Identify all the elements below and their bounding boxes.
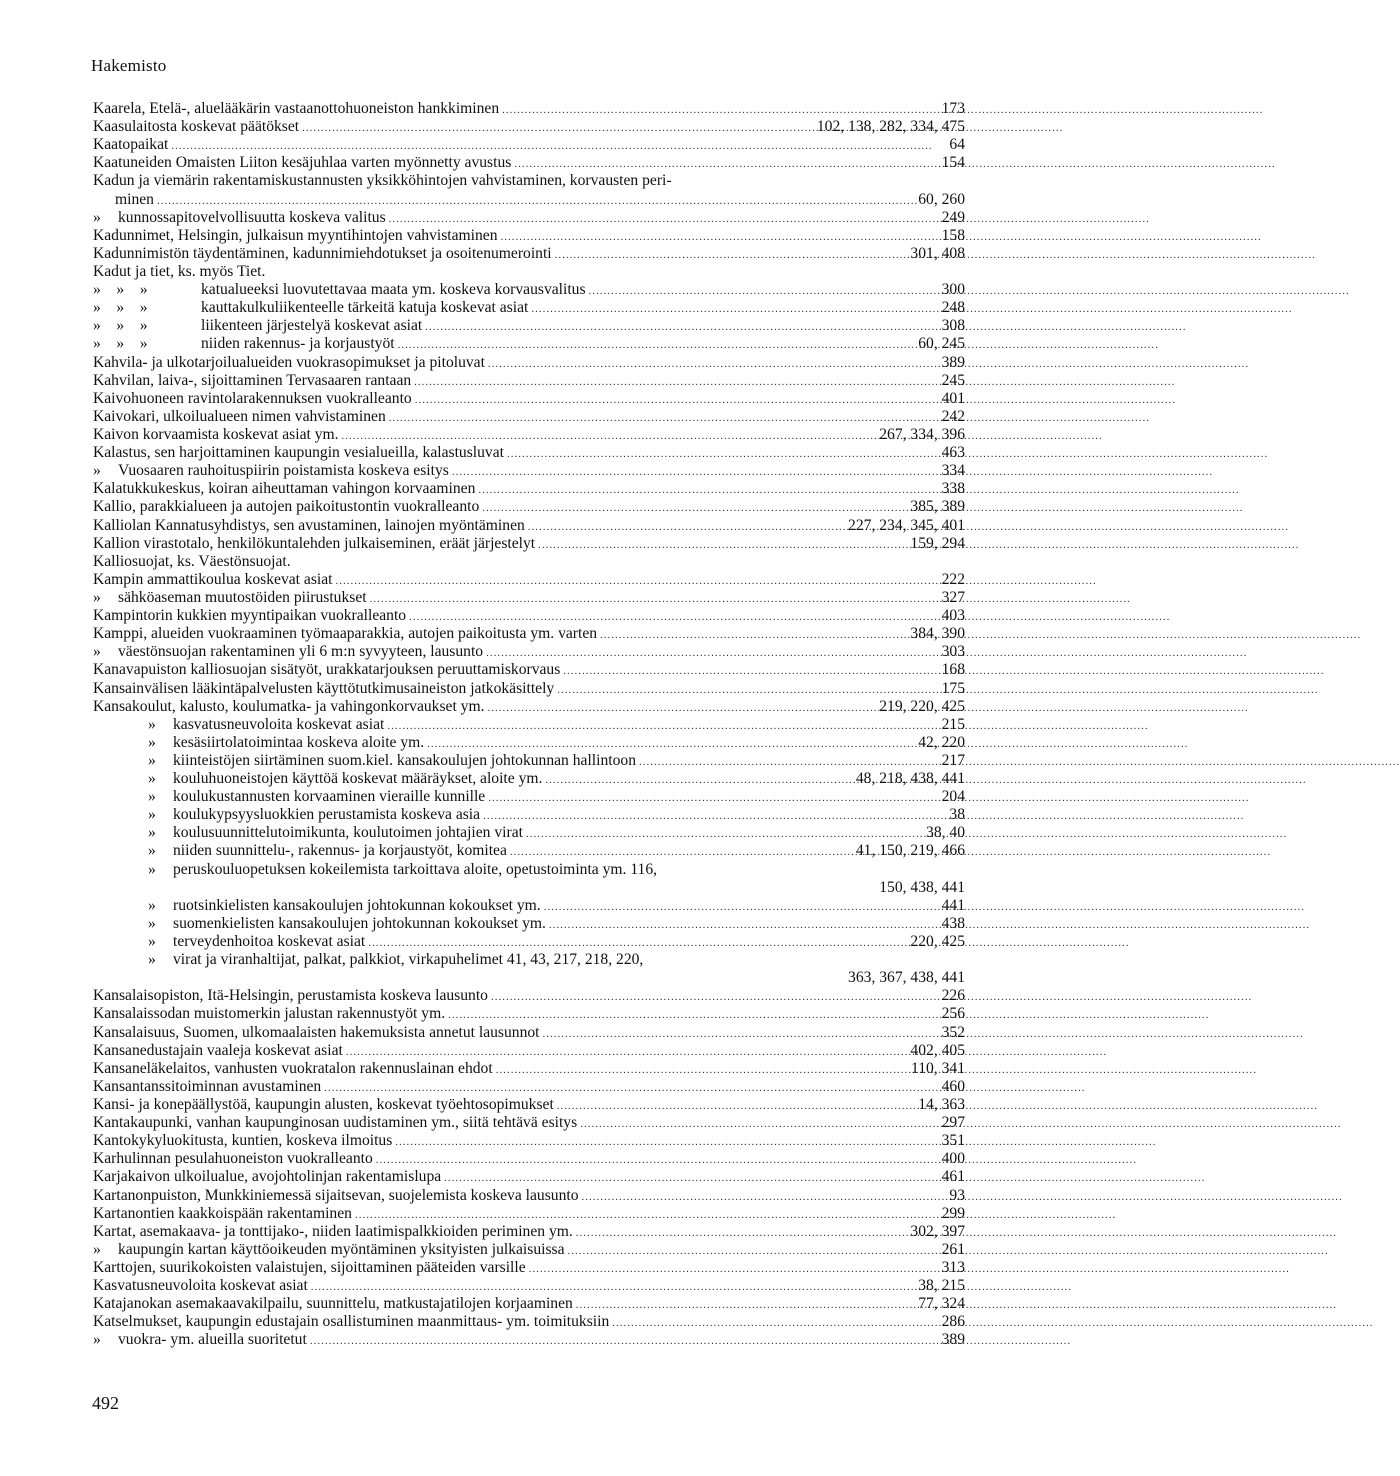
entry-page-numbers: 227, 234, 345, 401 bbox=[848, 516, 965, 534]
entry-text: Katajanokan asemakaavakilpailu, suunnittelu, matkustajatilojen korjaaminen bbox=[93, 1295, 573, 1313]
dot-leader bbox=[563, 661, 938, 680]
index-entry bbox=[93, 716, 965, 734]
index-entry bbox=[93, 752, 965, 770]
dot-leader bbox=[409, 607, 939, 626]
entry-text: katualueeksi luovutettavaa maata ym. koskeva korvausvalitus bbox=[201, 281, 586, 299]
index-entry bbox=[93, 915, 965, 933]
entry-text: Kansalaisopiston, Itä-Helsingin, perustamista koskeva lausunto bbox=[93, 987, 488, 1005]
dot-leader bbox=[387, 716, 938, 735]
ditto-mark: » bbox=[148, 751, 156, 769]
index-entry bbox=[93, 1331, 965, 1349]
index-entry bbox=[93, 698, 965, 716]
index-entry bbox=[93, 209, 965, 227]
ditto-mark: » bbox=[93, 588, 101, 606]
entry-page-numbers: 248 bbox=[941, 299, 965, 317]
entry-text: Kahvila- ja ulkotarjoilualueiden vuokrasopimukset ja pitoluvat bbox=[93, 353, 485, 371]
dot-leader bbox=[580, 1114, 938, 1133]
entry-text: terveydenhoitoa koskevat asiat bbox=[173, 933, 366, 951]
entry-page-numbers: 220, 425 bbox=[910, 933, 965, 951]
index-entry bbox=[93, 227, 965, 245]
dot-leader bbox=[452, 462, 939, 481]
dot-leader bbox=[488, 354, 939, 373]
entry-page-numbers: 460 bbox=[941, 1077, 965, 1095]
index-entry bbox=[93, 1150, 965, 1168]
index-entry bbox=[93, 1168, 965, 1186]
dot-leader bbox=[157, 191, 915, 210]
dot-leader bbox=[557, 1096, 915, 1115]
ditto-mark: » bbox=[148, 860, 156, 878]
entry-text: väestönsuojan rakentaminen yli 6 m:n syvyyteen, lausunto bbox=[118, 643, 484, 661]
index-entry bbox=[93, 1205, 965, 1223]
dot-leader bbox=[398, 335, 916, 354]
index-entry bbox=[93, 987, 965, 1005]
entry-page-numbers: 204 bbox=[941, 788, 965, 806]
dot-leader bbox=[545, 770, 852, 789]
dot-leader bbox=[355, 1205, 939, 1224]
dot-leader bbox=[589, 281, 939, 300]
index-entry bbox=[93, 317, 965, 335]
dot-leader bbox=[600, 625, 907, 644]
index-entry bbox=[93, 861, 965, 879]
dot-leader bbox=[568, 1241, 939, 1260]
dot-leader bbox=[415, 390, 939, 409]
entry-text: koulukustannusten korvaaminen vieraille kunnille bbox=[173, 788, 486, 806]
dot-leader bbox=[414, 372, 938, 391]
index-entry bbox=[93, 154, 965, 172]
index-entry bbox=[93, 245, 965, 263]
entry-page-numbers: 38, 215 bbox=[918, 1277, 965, 1295]
entry-text: Kalliolan Kannatusyhdistys, sen avustaminen, lainojen myöntäminen bbox=[93, 516, 525, 534]
entry-text: Kalatukkukeskus, koiran aiheuttaman vahingon korvaaminen bbox=[93, 480, 476, 498]
index-entry bbox=[93, 372, 965, 390]
dot-leader bbox=[538, 535, 907, 554]
dot-leader bbox=[502, 100, 938, 119]
entry-text: Kampintorin kukkien myyntipaikan vuokralleanto bbox=[93, 607, 407, 625]
dot-leader bbox=[526, 824, 923, 843]
index-entry bbox=[93, 100, 965, 118]
index-entry bbox=[93, 879, 965, 897]
index-entry bbox=[93, 951, 965, 969]
dot-leader bbox=[482, 498, 907, 517]
entry-text: Kadunnimistön täydentäminen, kadunnimiehdotukset ja osoitenumerointi bbox=[93, 244, 552, 262]
ditto-mark: » » » bbox=[93, 317, 148, 335]
entry-page-numbers: 222 bbox=[941, 570, 965, 588]
entry-page-numbers: 42, 220 bbox=[918, 733, 965, 751]
entry-page-numbers: 327 bbox=[941, 588, 965, 606]
index-entry bbox=[93, 354, 965, 372]
index-entry bbox=[93, 897, 965, 915]
entry-text: peruskouluopetuksen kokeilemista tarkoittava aloite, opetustoiminta ym. 116, bbox=[173, 860, 658, 878]
entry-text: Kahvilan, laiva-, sijoittaminen Tervasaaren rantaan bbox=[93, 371, 412, 389]
entry-page-numbers: 217 bbox=[941, 751, 965, 769]
entry-page-numbers: 303 bbox=[941, 643, 965, 661]
entry-page-numbers: 159, 294 bbox=[910, 534, 965, 552]
entry-page-numbers: 242 bbox=[941, 407, 965, 425]
entry-text: Kallio, parakkialueen ja autojen paikoitustontin vuokralleanto bbox=[93, 498, 480, 516]
index-entry bbox=[93, 172, 965, 190]
entry-page-numbers: 154 bbox=[941, 154, 965, 172]
entry-page-numbers: 245 bbox=[941, 371, 965, 389]
ditto-mark: » bbox=[148, 806, 156, 824]
entry-page-numbers: 441 bbox=[941, 896, 965, 914]
ditto-mark: » bbox=[148, 824, 156, 842]
index-entry bbox=[93, 842, 965, 860]
dot-leader bbox=[576, 1223, 908, 1242]
dot-leader bbox=[370, 589, 939, 608]
entry-page-numbers: 41, 150, 219, 466 bbox=[855, 842, 965, 860]
entry-page-numbers: 301, 408 bbox=[910, 244, 965, 262]
index-entry bbox=[93, 426, 965, 444]
dot-leader bbox=[389, 408, 939, 427]
entry-page-numbers: 215 bbox=[941, 715, 965, 733]
index-entry bbox=[93, 191, 965, 209]
index-entry bbox=[93, 408, 965, 426]
ditto-mark: » bbox=[148, 733, 156, 751]
entry-page-numbers: 302, 397 bbox=[910, 1222, 965, 1240]
entry-page-numbers: 401 bbox=[941, 389, 965, 407]
entry-text: Vuosaaren rauhoituspiirin poistamista koskeva esitys bbox=[118, 462, 449, 480]
entry-text: Kanavapuiston kalliosuojan sisätyöt, urakkatarjouksen peruuttamiskorvaus bbox=[93, 661, 561, 679]
dot-leader bbox=[427, 734, 915, 753]
dot-leader bbox=[478, 480, 938, 499]
index-entry bbox=[93, 1096, 965, 1114]
entry-text: Kadun ja viemärin rakentamiskustannusten yksikköhintojen vahvistaminen, korvausten peri- bbox=[93, 172, 672, 190]
entry-page-numbers: 402, 405 bbox=[910, 1041, 965, 1059]
entry-text: Kaivon korvaamista koskevat asiat ym. bbox=[93, 425, 339, 443]
entry-page-numbers: 226 bbox=[941, 987, 965, 1005]
entry-text: kasvatusneuvoloita koskevat asiat bbox=[173, 715, 385, 733]
entry-page-numbers: 77, 324 bbox=[918, 1295, 965, 1313]
entry-page-numbers: 60, 260 bbox=[918, 190, 965, 208]
index-entry bbox=[93, 589, 965, 607]
entry-text: Kantokykyluokitusta, kuntien, koskeva ilmoitus bbox=[93, 1132, 393, 1150]
dot-leader bbox=[639, 752, 939, 771]
entry-page-numbers: 261 bbox=[941, 1240, 965, 1258]
index-entry bbox=[93, 535, 965, 553]
entry-page-numbers: 110, 341 bbox=[911, 1059, 965, 1077]
index-entry bbox=[93, 1024, 965, 1042]
entry-page-numbers: 352 bbox=[941, 1023, 965, 1041]
ditto-mark: » bbox=[93, 643, 101, 661]
dot-leader bbox=[582, 1187, 947, 1206]
dot-leader bbox=[389, 209, 939, 228]
entry-text: ruotsinkielisten kansakoulujen johtokunnan kokoukset ym. bbox=[173, 896, 541, 914]
index-entry bbox=[93, 1259, 965, 1277]
entry-text: vuokra- ym. alueilla suoritetut bbox=[118, 1331, 307, 1349]
entry-text: Kansakoulut, kalusto, koulumatka- ja vahingonkorvaukset ym. bbox=[93, 697, 485, 715]
index-entry bbox=[93, 625, 965, 643]
entry-text: koulusuunnittelutoimikunta, koulutoimen johtajien virat bbox=[173, 824, 523, 842]
page-number: 492 bbox=[92, 1393, 119, 1413]
entry-page-numbers: 313 bbox=[941, 1259, 965, 1276]
entry-text: kunnossapitovelvollisuutta koskeva valitus bbox=[118, 208, 386, 226]
index-entry bbox=[93, 1078, 965, 1096]
entry-text: Kaatopaikat bbox=[93, 136, 169, 154]
entry-text: virat ja viranhaltijat, palkat, palkkiot, virkapuhelimet 41, 43, 217, 218, 220, bbox=[173, 951, 644, 969]
entry-text: niiden suunnittelu-, rakennus- ja korjaustyöt, komitea bbox=[173, 842, 507, 860]
index-entry bbox=[93, 553, 965, 571]
entry-page-numbers: 158 bbox=[941, 226, 965, 244]
dot-leader bbox=[514, 154, 938, 173]
entry-text: liikenteen järjestelyä koskevat asiat bbox=[201, 317, 423, 335]
entry-text: sähköaseman muutostöiden piirustukset bbox=[118, 588, 367, 606]
dot-leader bbox=[302, 118, 814, 137]
index-entry bbox=[93, 1042, 965, 1060]
ditto-mark: » bbox=[148, 788, 156, 806]
entry-text: kauttakulkuliikenteelle tärkeitä katuja koskevat asiat bbox=[201, 299, 529, 317]
entry-text: Kantakaupunki, vanhan kaupunginosan uudistaminen ym., siitä tehtävä esitys bbox=[93, 1114, 578, 1132]
index-entry bbox=[93, 571, 965, 589]
dot-leader bbox=[171, 136, 946, 155]
ditto-mark: » bbox=[93, 208, 101, 226]
dot-leader bbox=[576, 1295, 915, 1314]
index-entry bbox=[93, 462, 965, 480]
index-entry bbox=[93, 770, 965, 788]
index-entry bbox=[93, 1005, 965, 1023]
entry-text: Kadut ja tiet, ks. myös Tiet. bbox=[93, 262, 266, 280]
index-entry bbox=[93, 661, 965, 679]
entry-page-numbers: 389 bbox=[941, 1331, 965, 1349]
entry-page-numbers: 385, 389 bbox=[910, 498, 965, 516]
entry-text: Kamppi, alueiden vuokraaminen työmaaparakkia, autojen paikoitusta ym. varten bbox=[93, 625, 598, 643]
entry-page-numbers: 297 bbox=[941, 1114, 965, 1132]
dot-leader bbox=[368, 933, 907, 952]
dot-leader bbox=[324, 1078, 938, 1097]
entry-text: Kartanonpuiston, Munkkiniemessä sijaitsevan, suojelemista koskeva lausunto bbox=[93, 1186, 579, 1204]
index-entry bbox=[93, 1132, 965, 1150]
index-entry bbox=[93, 933, 965, 951]
index-entry bbox=[93, 1295, 965, 1313]
ditto-mark: » bbox=[148, 951, 156, 969]
index-entry bbox=[93, 136, 965, 154]
entry-page-numbers: 168 bbox=[941, 661, 965, 679]
index-entry bbox=[93, 1114, 965, 1132]
entry-text: Kartat, asemakaava- ja tonttijako-, niiden laatimispalkkioiden periminen ym. bbox=[93, 1222, 573, 1240]
entry-page-numbers: 256 bbox=[941, 1005, 965, 1023]
entry-text: Kaivohuoneen ravintolarakennuksen vuokralleanto bbox=[93, 389, 412, 407]
entry-page-numbers: 461 bbox=[941, 1168, 965, 1186]
entry-page-numbers: 38, 40 bbox=[926, 824, 965, 842]
entry-page-numbers: 48, 218, 438, 441 bbox=[855, 770, 965, 788]
dot-leader bbox=[510, 842, 853, 861]
index-entry bbox=[93, 643, 965, 661]
index-entry bbox=[93, 281, 965, 299]
dot-leader bbox=[448, 1005, 939, 1024]
entry-text: Kasvatusneuvoloita koskevat asiat bbox=[93, 1277, 308, 1295]
ditto-mark: » » » bbox=[93, 281, 148, 299]
entry-text: Katselmukset, kaupungin edustajain osallistuminen maanmittaus- ym. toimituksiin bbox=[93, 1313, 610, 1331]
entry-page-numbers: 150, 438, 441 bbox=[879, 878, 965, 896]
entry-text: Karhulinnan pesulahuoneiston vuokralleanto bbox=[93, 1150, 373, 1168]
dot-leader bbox=[528, 517, 845, 536]
dot-leader bbox=[488, 788, 938, 807]
entry-text: Kalastus, sen harjoittaminen kaupungin vesialueilla, kalastusluvat bbox=[93, 444, 504, 462]
entry-text: koulukypsyysluokkien perustamista koskeva asia bbox=[173, 806, 481, 824]
dot-leader bbox=[310, 1331, 939, 1350]
entry-page-numbers: 38 bbox=[949, 806, 965, 824]
entry-page-numbers: 175 bbox=[941, 679, 965, 697]
entry-page-numbers: 389 bbox=[941, 353, 965, 371]
entry-text: kiinteistöjen siirtäminen suom.kiel. kansakoulujen johtokunnan hallintoon bbox=[173, 751, 636, 769]
entry-text: Kansainvälisen lääkintäpalvelusten käyttötutkimusaineiston jatkokäsittely bbox=[93, 679, 555, 697]
entry-page-numbers: 438 bbox=[941, 914, 965, 932]
entry-page-numbers: 102, 138, 282, 334, 475 bbox=[816, 118, 965, 136]
entry-page-numbers: 93 bbox=[949, 1186, 965, 1204]
entry-text: Kansaneläkelaitos, vanhusten vuokratalon rakennuslainan ehdot bbox=[93, 1059, 493, 1077]
entry-text: Kansalaissodan muistomerkin jalustan rakennustyöt ym. bbox=[93, 1005, 446, 1023]
entry-text: Karttojen, suurikokoisten valaistujen, sijoittaminen pääteiden varsille bbox=[93, 1259, 526, 1276]
entry-page-numbers: 300 bbox=[941, 281, 965, 299]
entry-page-numbers: 14, 363 bbox=[918, 1096, 965, 1114]
dot-leader bbox=[488, 698, 877, 717]
entry-text: Kansalaisuus, Suomen, ulkomaalaisten hakemuksista annetut lausunnot bbox=[93, 1023, 540, 1041]
index-entry bbox=[93, 1187, 965, 1205]
dot-leader bbox=[496, 1060, 908, 1079]
index-entry bbox=[93, 788, 965, 806]
entry-text: minen bbox=[115, 190, 154, 208]
index-entry bbox=[93, 806, 965, 824]
entry-text: Kaivokari, ulkoilualueen nimen vahvistaminen bbox=[93, 407, 386, 425]
entry-text: Kampin ammattikoulua koskevat asiat bbox=[93, 570, 333, 588]
index-entry bbox=[93, 118, 965, 136]
index-entry bbox=[93, 680, 965, 698]
index-entry bbox=[93, 824, 965, 842]
dot-leader bbox=[376, 1150, 939, 1169]
dot-leader bbox=[486, 643, 939, 662]
entry-page-numbers: 334 bbox=[941, 462, 965, 480]
entry-text: suomenkielisten kansakoulujen johtokunnan kokoukset ym. bbox=[173, 914, 546, 932]
entry-page-numbers: 299 bbox=[941, 1204, 965, 1222]
dot-leader bbox=[425, 317, 938, 336]
ditto-mark: » bbox=[93, 462, 101, 480]
index-entry bbox=[93, 1060, 965, 1078]
entry-page-numbers: 267, 334, 396 bbox=[879, 425, 965, 443]
entry-text: Kadunnimet, Helsingin, julkaisun myyntihintojen vahvistaminen bbox=[93, 226, 498, 244]
entry-page-numbers: 384, 390 bbox=[910, 625, 965, 643]
entry-page-numbers: 219, 220, 425 bbox=[879, 697, 965, 715]
dot-leader bbox=[507, 444, 939, 463]
entry-page-numbers: 64 bbox=[949, 136, 965, 154]
entry-page-numbers: 400 bbox=[941, 1150, 965, 1168]
dot-leader bbox=[529, 1259, 939, 1278]
entry-text: kaupungin kartan käyttöoikeuden myöntäminen yksityisten julkaisuissa bbox=[118, 1240, 565, 1258]
entry-text: Kaasulaitosta koskevat päätökset bbox=[93, 118, 300, 136]
entry-page-numbers: 363, 367, 438, 441 bbox=[848, 969, 965, 987]
dot-leader bbox=[483, 806, 946, 825]
index-entry bbox=[93, 734, 965, 752]
ditto-mark: » bbox=[148, 715, 156, 733]
dot-leader bbox=[444, 1168, 938, 1187]
entry-text: Karjakaivon ulkoilualue, avojohtolinjan rakentamislupa bbox=[93, 1168, 442, 1186]
entry-text: Kansi- ja konepäällystöä, kaupungin alusten, koskevat työehtosopimukset bbox=[93, 1096, 554, 1114]
entry-page-numbers: 249 bbox=[941, 208, 965, 226]
ditto-mark: » » » bbox=[93, 299, 148, 317]
dot-leader bbox=[531, 299, 938, 318]
dot-leader bbox=[612, 1313, 938, 1332]
index-entry bbox=[93, 444, 965, 462]
index-entry bbox=[93, 299, 965, 317]
ditto-mark: » bbox=[93, 1240, 101, 1258]
entry-page-numbers: 60, 245 bbox=[918, 335, 965, 353]
index-entry bbox=[93, 335, 965, 353]
dot-leader bbox=[549, 915, 939, 934]
entry-text: Kalliosuojat, ks. Väestönsuojat. bbox=[93, 552, 291, 570]
dot-leader bbox=[557, 680, 938, 699]
entry-page-numbers: 173 bbox=[941, 100, 965, 117]
index-entry bbox=[93, 969, 965, 987]
index-entry bbox=[93, 1277, 965, 1295]
ditto-mark: » bbox=[148, 770, 156, 788]
entry-page-numbers: 403 bbox=[941, 607, 965, 625]
ditto-mark: » bbox=[148, 896, 156, 914]
index-entry bbox=[93, 1313, 965, 1331]
dot-leader bbox=[544, 897, 939, 916]
entry-text: Kaatuneiden Omaisten Liiton kesäjuhlaa varten myönnetty avustus bbox=[93, 154, 512, 172]
dot-leader bbox=[335, 571, 938, 590]
dot-leader bbox=[501, 227, 939, 246]
ditto-mark: » bbox=[93, 1331, 101, 1349]
entry-text: kesäsiirtolatoimintaa koskeva aloite ym. bbox=[173, 733, 425, 751]
dot-leader bbox=[346, 1042, 908, 1061]
index-entry bbox=[93, 517, 965, 535]
ditto-mark: » » » bbox=[93, 335, 148, 353]
dot-leader bbox=[342, 426, 877, 445]
ditto-mark: » bbox=[148, 914, 156, 932]
entry-text: kouluhuoneistojen käyttöä koskevat määräykset, aloite ym. bbox=[173, 770, 543, 788]
entry-page-numbers: 351 bbox=[941, 1132, 965, 1150]
index-entry bbox=[93, 1241, 965, 1259]
index-entry bbox=[93, 390, 965, 408]
entry-text: Kartanontien kaakkoispään rakentaminen bbox=[93, 1204, 352, 1222]
entry-page-numbers: 338 bbox=[941, 480, 965, 498]
page-title: Hakemisto bbox=[91, 56, 167, 75]
index-entry bbox=[93, 498, 965, 516]
index-entry bbox=[93, 1223, 965, 1241]
entry-page-numbers: 308 bbox=[941, 317, 965, 335]
entry-text: Kansanedustajain vaaleja koskevat asiat bbox=[93, 1041, 343, 1059]
entry-page-numbers: 286 bbox=[941, 1313, 965, 1331]
dot-leader bbox=[543, 1024, 939, 1043]
entry-text: Kaarela, Etelä-, aluelääkärin vastaanottohuoneiston hankkiminen bbox=[93, 100, 500, 117]
entry-page-numbers: 463 bbox=[941, 444, 965, 462]
dot-leader bbox=[311, 1277, 915, 1296]
index-entries bbox=[93, 100, 965, 1350]
entry-text: niiden rakennus- ja korjaustyöt bbox=[201, 335, 395, 353]
entry-text: Kallion virastotalo, henkilökuntalehden julkaiseminen, eräät järjestelyt bbox=[93, 534, 536, 552]
ditto-mark: » bbox=[148, 933, 156, 951]
dot-leader bbox=[555, 245, 908, 264]
dot-leader bbox=[491, 987, 939, 1006]
index-entry bbox=[93, 263, 965, 281]
ditto-mark: » bbox=[148, 842, 156, 860]
index-entry bbox=[93, 480, 965, 498]
entry-text: Kansantanssitoiminnan avustaminen bbox=[93, 1077, 322, 1095]
dot-leader bbox=[395, 1132, 938, 1151]
index-entry bbox=[93, 607, 965, 625]
